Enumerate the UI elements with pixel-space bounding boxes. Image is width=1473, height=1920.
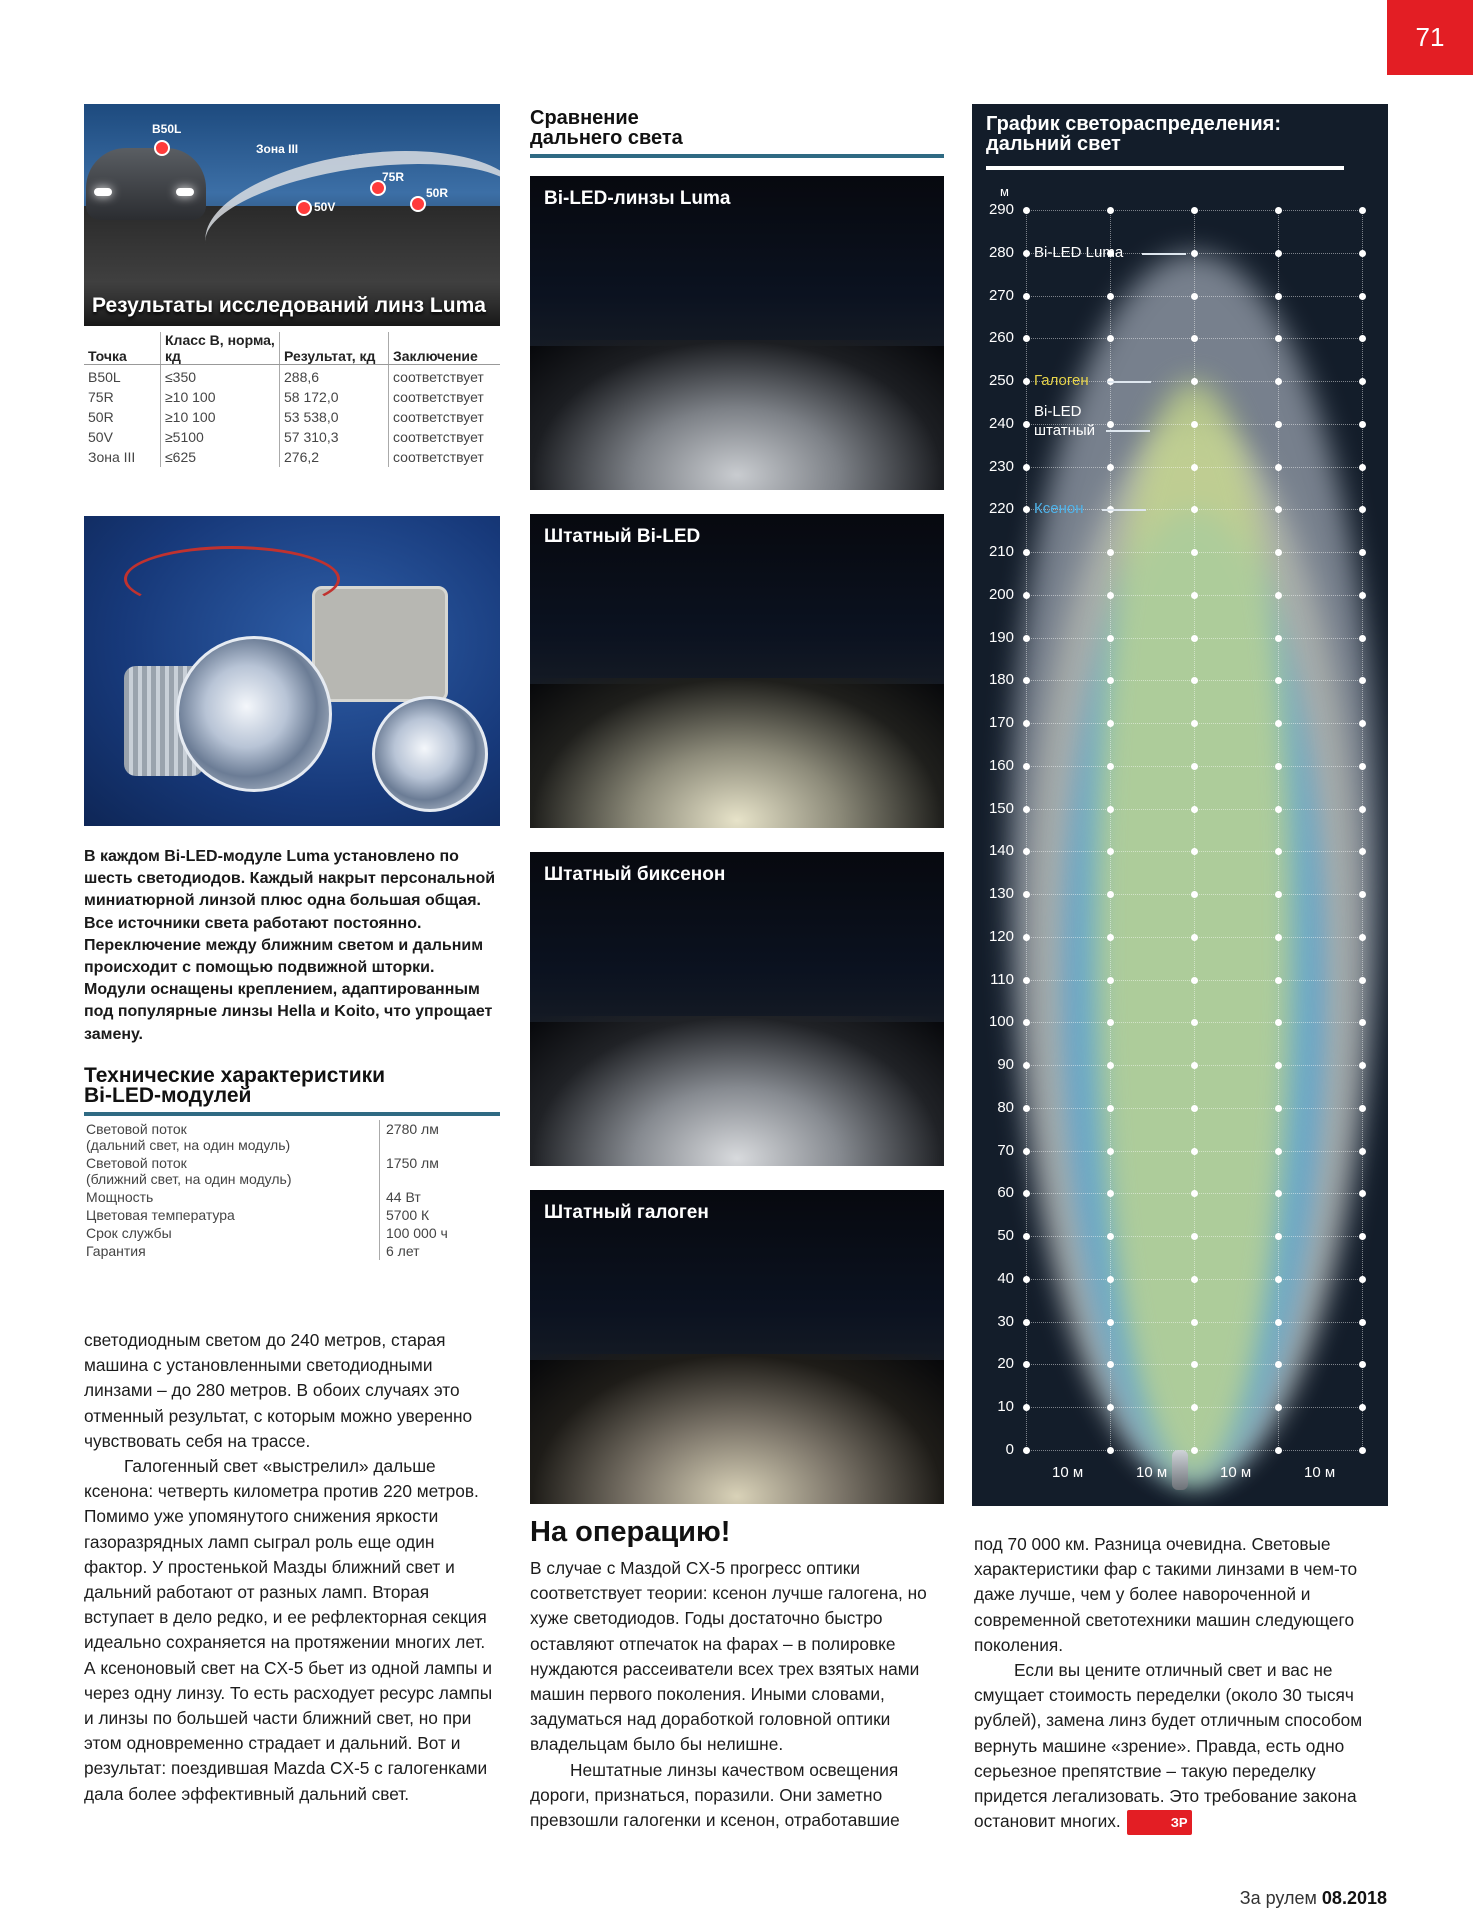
spec-label: Мощность [86,1189,154,1205]
paragraph [974,1658,1388,1835]
y-tick-label: 20 [997,1355,1014,1373]
y-axis-unit: м [1000,184,1009,199]
spec-label-cell [84,1242,380,1260]
y-tick-label: 210 [988,543,1014,561]
table-cell: 53 538,0 [280,407,389,427]
y-tick-label: 290 [988,201,1014,218]
photo-stock-biled [530,514,944,828]
y-tick-label: 50 [997,1227,1014,1245]
table-row [84,407,500,427]
car-icon [1172,1450,1188,1490]
x-axis-label: 10 м [1052,1464,1084,1481]
spec-label: Цветовая температура [86,1207,235,1223]
y-tick-label: 160 [988,756,1014,774]
y-tick-label: 70 [997,1141,1014,1159]
spec-heading-line2: Bi-LED-модулей [84,1084,252,1107]
annotation-leader-line [1107,381,1151,383]
y-tick-label: 40 [997,1269,1014,1287]
paragraph: Нештатные линзы качеством освещения дороги, признаться, поразили. Они заметно превзошли галогенки и ксенон, отработавшие [530,1759,900,1831]
col-header: Класс В, норма, кд [161,332,280,365]
point-marker [154,140,170,156]
grid-column [1026,210,1027,1450]
point-label: B50L [152,122,182,136]
table-cell: 57 310,3 [280,427,389,447]
chart-title-rule [986,166,1344,170]
grid-column [1110,210,1111,1450]
photo-title: Bi-LED-линзы Luma [544,188,731,209]
annotation-leader-line [1142,253,1186,255]
photo-title: Штатный биксенон [544,864,726,885]
series-annotation: Bi-LED штатный [1034,402,1096,439]
table-cell: ≥5100 [161,427,280,447]
spec-value: 2780 лм [380,1120,501,1154]
y-tick-label: 110 [990,970,1014,988]
table-cell: Зона III [88,449,136,465]
spec-value: 5700 К [380,1206,501,1224]
headlight [94,188,112,196]
lens [176,636,332,792]
table-cell: соответствует [389,407,501,427]
annotation-leader-line [1106,430,1150,432]
y-tick-label: 140 [988,842,1014,860]
y-tick-label: 260 [988,329,1014,347]
spec-row [84,1188,500,1206]
light-distribution-chart [972,104,1388,1506]
footer [1240,1888,1387,1909]
x-axis-label: 10 м [1304,1464,1336,1481]
table-cell: 288,6 [280,365,389,388]
spec-row [84,1206,500,1224]
point-label: 50R [426,186,449,200]
y-tick-label: 250 [988,372,1014,390]
table-cell: соответствует [389,427,501,447]
table-cell: соответствует [389,387,501,407]
grid-column [1362,210,1363,1450]
headlight [176,188,194,196]
table-cell: 58 172,0 [280,387,389,407]
y-tick-label: 200 [988,585,1014,603]
spec-sublabel: (ближний свет, на один модуль) [86,1171,292,1187]
spec-label-cell [84,1206,380,1224]
photo-title: Штатный галоген [544,1202,709,1223]
road-image-caption-bar [84,282,500,326]
paragraph: В случае с Маздой CX-5 прогресс оптики соответствует теории: ксенон лучше галогена, но хуже светодиодов. Годы достаточно быстро оставляют отпечаток на фарах – в полировке нуждаются рассеиватели всех трех взятых нами машин первого поколения. Иными словами, задуматься над доработкой головной оптики владельцам было бы нелишне. [530,1558,927,1755]
series-annotation: Bi-LED Luma [1034,243,1124,261]
paragraph-text: Если вы цените отличный свет и вас не смущает стоимость переделки (около 30 тысяч рублей), замена линз будет отличным способом вернуть машине «зрение». Правда, есть одно серьезное препятствие – такую переделку придется легализовать. Это требование закона остановит многих. [974,1660,1363,1832]
table-cell: соответствует [389,447,501,467]
y-tick-label: 10 [997,1398,1014,1416]
paragraph: Галогенный свет «выстрелил» дальше ксенона: четверть километра против 220 метров. Помимо уже упомянутого снижения яркости газоразрядных ламп сыграл роль еще один фактор. У простенькой Мазды ближний свет и дальний работают от разных ламп. Вторая вступает в дело редко, и ее рефлекторная секция идеально сохраняется на протяжении многих лет. А ксеноновый свет на CX-5 бьет из одной лампы и через одну линзу. То есть расходует ресурс лампы и линзы по большей части ближний свет, но при этом одновременно страдает и дальний. Вот и результат: поездившая Mazda CX-5 с галогенками дала более эффективный дальний свет. [84,1456,493,1804]
y-tick-label: 280 [988,243,1014,261]
y-tick-label: 270 [988,286,1014,304]
y-tick-label: 130 [988,885,1014,903]
spec-label-cell [84,1154,380,1188]
y-tick-label: 60 [997,1184,1014,1202]
col-header: Результат, кд [280,332,389,365]
beam-glow [530,1016,944,1166]
chart-title-line2: дальний свет [986,133,1121,155]
magazine-badge: ЗР [1127,1810,1192,1835]
y-tick-label: 80 [997,1098,1014,1116]
magazine-name: За рулем [1239,1888,1317,1908]
spec-heading [84,1066,500,1106]
photo-luma [530,176,944,490]
point-label: Зона III [256,142,299,156]
y-tick-label: 170 [988,714,1014,732]
table-row [84,447,500,467]
table-cell: ≥10 100 [161,407,280,427]
spec-row [84,1154,500,1188]
y-tick-label: 240 [988,414,1014,432]
x-axis-label: 10 м [1220,1464,1252,1481]
road-measurement-image [84,104,500,326]
spec-row [84,1224,500,1242]
compare-heading-line2: дальнего света [530,127,683,149]
point-marker [410,196,426,212]
spec-sublabel: (дальний свет, на один модуль) [86,1137,291,1153]
wires [124,546,340,612]
table-cell: ≥10 100 [161,387,280,407]
point-label: 50V [314,200,336,214]
y-tick-label: 190 [988,628,1014,646]
operation-heading: На операцию! [530,1516,731,1548]
issue-number: 08.2018 [1321,1888,1387,1908]
table-cell: 50R [88,409,114,425]
table-cell: 50V [88,429,113,445]
lens [372,696,488,812]
compare-heading-line1: Сравнение [530,107,639,129]
operation-text [530,1556,944,1833]
photo-stock-halogen [530,1190,944,1504]
table-cell: B50L [88,369,121,385]
y-tick-label: 230 [988,457,1014,475]
y-tick-label: 90 [997,1056,1014,1074]
point-label: 75R [382,170,405,184]
spec-label-cell [84,1188,380,1206]
module-housing [312,586,448,702]
x-axis-label: 10 м [1136,1464,1168,1481]
module-caption: В каждом Bi-LED-модуле Luma установлено по шесть светодиодов. Каждый накрыт персональной миниатюрной линзой плюс одна большая общая. Все источники света работают постоянно. Переключение между ближним светом и дальним происходит с помощью подвижной шторки. Модули оснащены креплением, адаптированным под популярные линзы Hella и Koito, что упрощает замену. [84,848,496,1043]
spec-value: 1750 лм [380,1154,501,1188]
table-row [84,387,500,407]
annotation-leader-line [1102,509,1146,511]
right-body-text [974,1532,1388,1835]
grid-column [1278,210,1279,1450]
y-tick-label: 120 [988,927,1014,945]
table-cell: 276,2 [280,447,389,467]
series-annotation: Галоген [1034,372,1089,390]
y-tick-label: 0 [1005,1441,1014,1458]
spec-value: 44 Вт [380,1188,501,1206]
spec-label: Гарантия [86,1243,146,1259]
table-cell: 75R [88,389,114,405]
y-tick-label: 100 [988,1013,1014,1031]
y-tick-label: 30 [997,1312,1014,1330]
chart-title-line1: График светораспределения: [986,113,1282,135]
table-cell: ≤625 [161,447,280,467]
bi-led-modules-photo [84,516,500,826]
spec-rule [84,1112,500,1116]
spec-label: Срок службы [86,1225,172,1241]
compare-heading [530,108,940,148]
spec-label: Световой поток [86,1155,187,1171]
point-marker [296,200,312,216]
paragraph: светодиодным светом до 240 метров, старая машина с установленными светодиодными линзами – до 280 метров. В обоих случаях это отменный результат, с которым можно уверенно чувствовать себя на трассе. [84,1330,473,1451]
spec-heading-line1: Технические характеристики [84,1064,386,1087]
y-tick-label: 150 [988,799,1014,817]
beam-glow [530,678,944,828]
spec-row [84,1120,500,1154]
results-table [84,332,500,467]
y-tick-label: 180 [988,671,1014,689]
chart-title [986,114,1281,154]
series-annotation: Ксенон [1034,500,1084,518]
spec-table [84,1120,500,1260]
beam-glow [530,1354,944,1504]
grid-column [1194,210,1195,1450]
spec-label-cell [84,1224,380,1242]
road-image-title: Результаты исследований линз Luma [92,294,486,317]
left-body-text [84,1328,500,1807]
col-header: Заключение [389,332,501,365]
photo-stock-bixenon [530,852,944,1166]
page-number: 71 [1387,0,1473,75]
photo-title: Штатный Bi-LED [544,526,701,547]
spec-value: 6 лет [380,1242,501,1260]
table-cell: ≤350 [161,365,280,388]
table-cell: соответствует [389,365,501,388]
spec-row [84,1242,500,1260]
spec-label: Световой поток [86,1121,187,1137]
paragraph: под 70 000 км. Разница очевидна. Световые характеристики фар с такими линзами в чем-то даже лучше, чем у более навороченной и современной светотехники машин следующего поколения. [974,1534,1358,1655]
y-tick-label: 220 [988,500,1014,518]
spec-value: 100 000 ч [380,1224,501,1242]
table-row [84,365,500,388]
beam-glow [530,340,944,490]
compare-rule [530,154,944,158]
spec-label-cell [84,1120,380,1154]
car-illustration [86,148,206,220]
col-header: Точка [84,332,161,365]
table-row [84,427,500,447]
